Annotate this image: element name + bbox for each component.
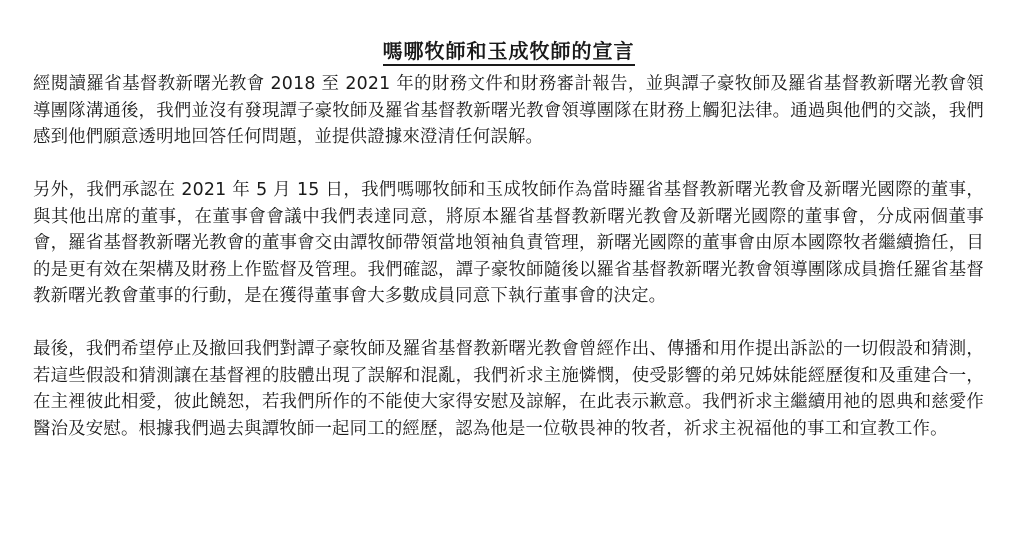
paragraph-financial-review: 經閱讀羅省基督教新曙光教會 2018 至 2021 年的財務文件和財務審計報告，並與譚子豪牧師及羅省基督教新曙光教會領導團隊溝通後，我們並沒有發現譚子豪牧師及羅省基督教新曙光教會領導團隊在財務上觸犯法律。通過與他們的交談，我們感到他們願意透明地回答任何問題，並提供證據來澄清任何誤解。 bbox=[33, 74, 984, 147]
document-title: 嗎哪牧師和玉成牧師的宣言 bbox=[383, 38, 635, 66]
paragraph-board-decision: 另外，我們承認在 2021 年 5 月 15 日，我們嗎哪牧師和玉成牧師作為當時羅省基督教新曙光教會及新曙光國際的董事，與其他出席的董事，在董事會會議中我們表達同意，將原本羅省基督教新曙光教會及新曙光國際的董事會，分成兩個董事會，羅省基督教新曙光教會的董事會交由譚牧師帶領當地領袖負責管理，新曙光國際的董事會由原本國際牧者繼續擔任，目的是更有效在架構及財務上作監督及管理。我們確認，譚子豪牧師隨後以羅省基督教新曙光教會領導團隊成員擔任羅省基督教新曙光教會董事的行動，是在獲得董事會大多數成員同意下執行董事會的決定。 bbox=[33, 180, 984, 306]
paragraph-withdrawal-apology: 最後，我們希望停止及撤回我們對譚子豪牧師及羅省基督教新曙光教會曾經作出、傳播和用作提出訴訟的一切假設和猜測，若這些假設和猜測讓在基督裡的肢體出現了誤解和混亂，我們祈求主施憐憫，使受影響的弟兄姊妹能經歷復和及重建合一，在主裡彼此相愛，彼此饒恕，若我們所作的不能使大家得安慰及諒解，在此表示歉意。我們祈求主繼續用祂的恩典和慈愛作醫治及安慰。根據我們過去與譚牧師一起同工的經歷，認為他是一位敬畏神的牧者，祈求主祝福他的事工和宣教工作。 bbox=[33, 339, 984, 439]
title-container bbox=[33, 38, 984, 71]
